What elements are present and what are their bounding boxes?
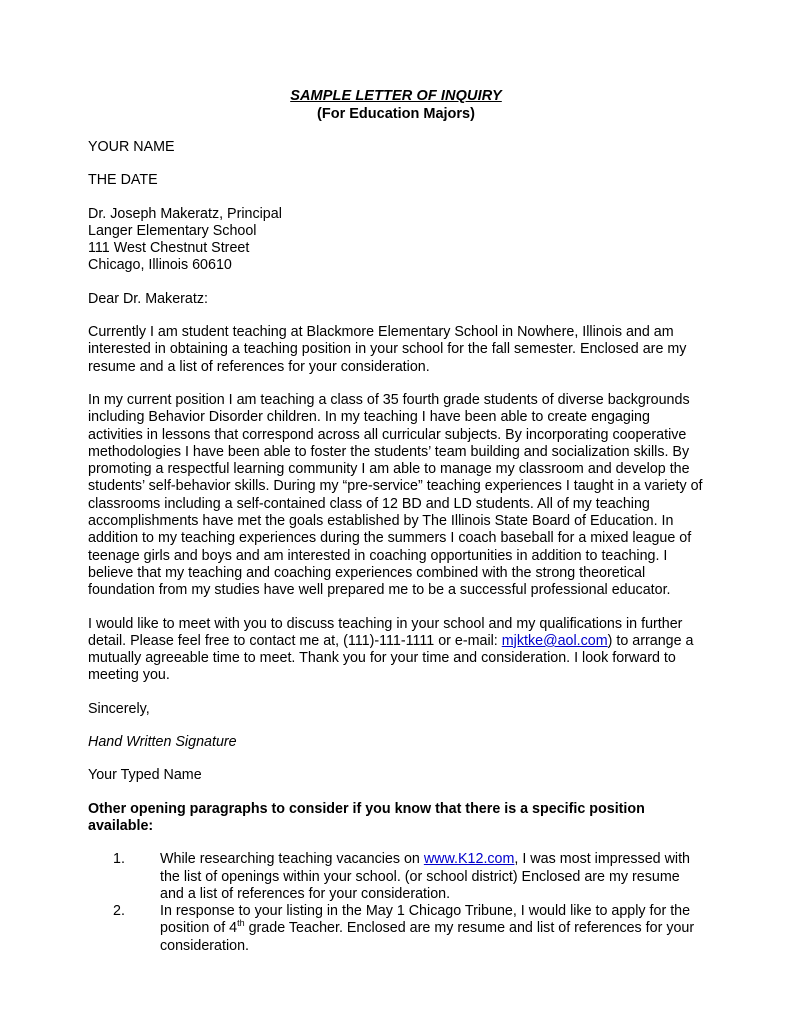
- signature-placeholder: Hand Written Signature: [88, 734, 237, 751]
- recipient-line-2: Langer Elementary School: [88, 222, 257, 239]
- letter-body: [88, 88, 704, 955]
- numbered-list: [88, 851, 704, 955]
- paragraph-1: Currently I am student teaching at Blackmore Elementary School in Nowhere, Illinois and am interested in obtaining a teaching position in your school for the fall semester. Enclosed are my resume and a list of references for your consideration.: [88, 324, 687, 375]
- paragraph-3-text-before-link: I would like to meet with you to discuss teaching in your school and my qualifications in further detail. Please feel free to contact me at, (111)-111-1111 or e-mail:: [88, 615, 683, 649]
- page-subtitle: (For Education Majors): [317, 106, 475, 122]
- ordinal-superscript: th: [237, 918, 245, 929]
- salutation: Dear Dr. Makeratz:: [88, 290, 208, 307]
- recipient-line-3: 111 West Chestnut Street: [88, 240, 250, 257]
- list-item-1-text-before-link: While researching teaching vacancies on: [160, 851, 424, 868]
- recipient-line-4: Chicago, Illinois 60610: [88, 257, 232, 274]
- website-link[interactable]: www.K12.com: [423, 851, 515, 868]
- date-line: THE DATE: [88, 172, 158, 189]
- recipient-address-block: [88, 206, 704, 275]
- list-item-2-text-after-superscript: grade Teacher. Enclosed are my resume and list of references for your consideration.: [160, 920, 695, 954]
- spacer-after-address: [88, 275, 704, 291]
- closing: Sincerely,: [88, 700, 150, 717]
- other-paragraphs-heading: Other opening paragraphs to consider if you know that there is a specific position available:: [88, 800, 645, 834]
- list-item-marker: 2.: [113, 903, 125, 920]
- paragraph-3-text-after-link: ) to arrange a mutually agreeable time to meet. Thank you for your time and consideration. I look forward to meeting you.: [88, 632, 694, 684]
- list-item: [88, 851, 704, 903]
- paragraph-2: In my current position I am teaching a class of 35 fourth grade students of diverse backgrounds including Behavior Disorder children. In my teaching I have been able to create engaging activities in lessons that correspond across all curricular subjects. By incorporating cooperative methodologies I have been able to foster the students’ team building and socialization skills. By promoting a respectful learning community I am able to manage my classroom and develop the students’ self-behavior skills. During my “pre-service” teaching experiences I taught in a variety of classrooms including a self-contained class of 12 BD and LD students. All of my teaching accomplishments have met the goals established by The Illinois State Board of Education. In addition to my teaching experiences during the summers I coach baseball for a mixed league of teenage girls and boys and am interested in coaching opportunities in addition to teaching. I believe that my teaching and coaching experiences combined with the strong theoretical foundation from my studies have well prepared me to be a successful professional educator.: [88, 391, 703, 599]
- email-link[interactable]: mjktke@aol.com: [501, 632, 608, 649]
- list-item-1-text-after-link: , I was most impressed with the list of openings within your school. (or school district) Enclosed are my resume and a list of references for your consideration.: [160, 851, 691, 902]
- sender-name: YOUR NAME: [88, 139, 175, 155]
- typed-name-placeholder: Your Typed Name: [88, 767, 202, 784]
- list-item-marker: 1.: [113, 851, 125, 868]
- recipient-line-1: Dr. Joseph Makeratz, Principal: [88, 205, 282, 222]
- page-title: SAMPLE LETTER OF INQUIRY: [290, 88, 502, 104]
- list-item: [88, 903, 704, 955]
- paragraph-3: [88, 616, 704, 685]
- list-item-2-text-before-superscript: In response to your listing in the May 1 Chicago Tribune, I would like to apply for the position of 4: [160, 903, 691, 937]
- title-block: [88, 88, 704, 123]
